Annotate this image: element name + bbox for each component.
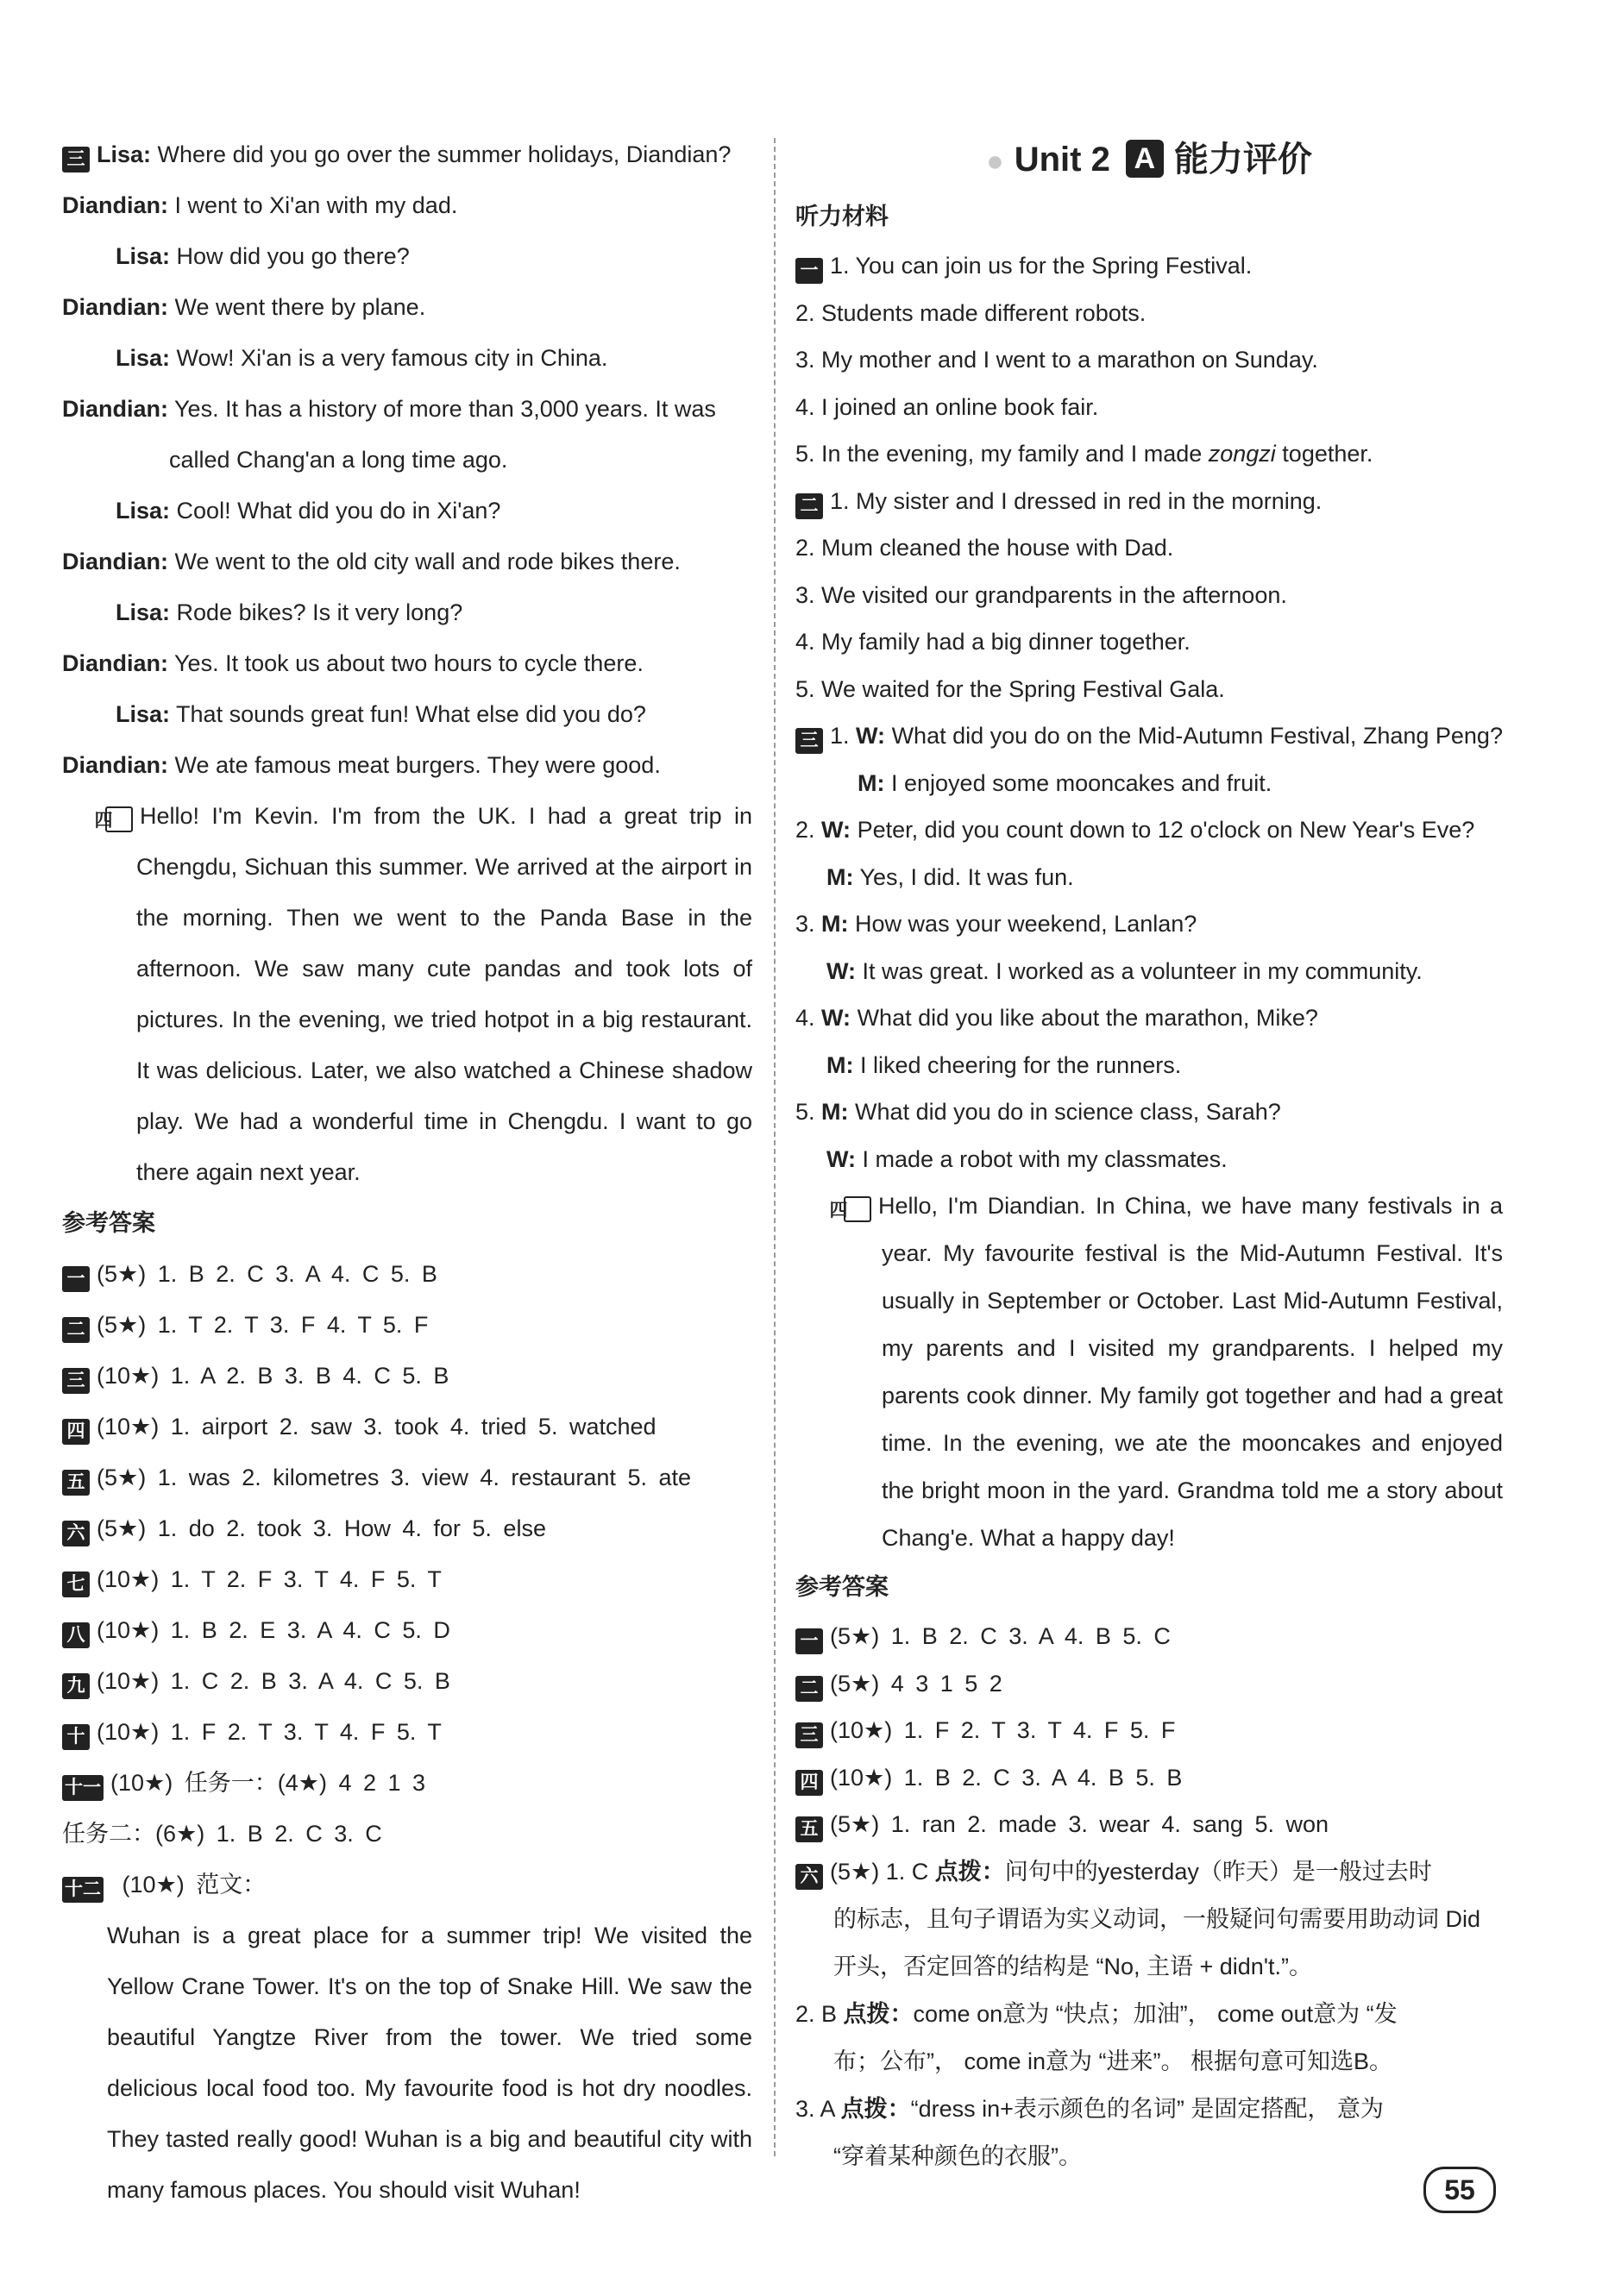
answer-row — [795, 1613, 1503, 1660]
listening-line — [795, 384, 1503, 431]
answer-row — [62, 1503, 752, 1554]
answer-items: 1. B 2. E 3. A 4. C 5. D — [170, 1617, 450, 1643]
listening-text: 4. I joined an online book fair. — [795, 393, 1099, 420]
note-text: 问句中的yesterday（昨天）是一般过去时 — [1004, 1858, 1432, 1885]
dialogue-text: What did you like about the marathon, Mike? — [857, 1005, 1318, 1031]
dialogue-text: Rode bikes? Is it very long? — [176, 599, 463, 625]
listening-text: 2. Mum cleaned the house with Dad. — [795, 535, 1174, 561]
speaker-label: Diandian: — [62, 549, 169, 574]
answer-row — [795, 1660, 1503, 1708]
dialogue-line — [62, 129, 752, 180]
answer-items: 1. airport 2. saw 3. took 4. tried 5. watched — [170, 1414, 657, 1440]
score: (10★) — [110, 1770, 173, 1796]
dialogue-line — [62, 536, 752, 587]
dialogue-text: It was great. I worked as a volunteer in my community. — [862, 957, 1423, 984]
dialogue-line — [62, 384, 752, 435]
speaker-label: Diandian: — [62, 192, 169, 218]
paw-icon: ● — [986, 145, 1004, 178]
dialogue-text: We went to the old city wall and rode bikes there. — [174, 549, 681, 574]
answer-items: 1. C 2. B 3. A 4. C 5. B — [170, 1668, 450, 1694]
score: (10★) — [97, 1414, 160, 1440]
section-marker: 三 — [795, 728, 823, 754]
listening-line — [795, 572, 1503, 619]
listening-text: 4. My family had a big dinner together. — [795, 629, 1191, 655]
speaker-label: M: — [858, 769, 885, 796]
speaker-label: W: — [821, 817, 851, 843]
note-continuation: 布；公布”， come in意为 “进来”。 根据句意可知选B。 — [833, 2048, 1393, 2074]
answer-row — [62, 1656, 752, 1707]
answer-row — [62, 1605, 752, 1656]
answer-items: 1. F 2. T 3. T 4. F 5. F — [903, 1717, 1176, 1743]
dialogue-line — [62, 282, 752, 333]
dialogue-line — [62, 333, 752, 384]
dialogue-line — [62, 231, 752, 282]
speaker-label: Lisa: — [116, 243, 171, 269]
dialogue-text: called Chang'an a long time ago. — [169, 447, 508, 473]
note-label: 点拨： — [934, 1858, 1005, 1885]
item-number: 5. — [795, 1099, 815, 1125]
speaker-label: M: — [826, 863, 854, 890]
speaker-label: Diandian: — [62, 650, 169, 676]
note-first-line — [795, 1848, 1503, 1896]
listening-section-1 — [795, 242, 1503, 478]
section-marker: 二 — [62, 1317, 90, 1343]
dialogue-text: That sounds great fun! What else did you do? — [176, 701, 646, 727]
listening-heading: 听力材料 — [795, 204, 889, 229]
passage-body: Hello, I'm Diandian. In China, we have many festivals in a year. My favourite festival is the Mid-Autumn Festival. It's usually in September or October. Last Mid-Autumn Festival, my parents and I visited my grandparents. I helped my parents cook dinner. My family got together and had a great time. In the evening, we ate the mooncakes and enjoyed the bright moon in the yard. Grandma told me a story about Chang'e. What a happy day! — [878, 1193, 1503, 1551]
passage-kevin — [62, 791, 752, 1198]
note-head: 1. C — [885, 1858, 929, 1885]
note-text: come on意为 “快点；加油”， come out意为 “发 — [913, 2000, 1398, 2027]
section-marker: 九 — [62, 1673, 90, 1699]
section-marker: 一 — [62, 1266, 90, 1292]
unit-header — [795, 129, 1503, 191]
answer-row — [795, 1707, 1503, 1754]
score: (10★) — [97, 1566, 160, 1592]
section-marker: 三 — [62, 147, 90, 173]
score: (10★) — [97, 1668, 160, 1694]
section-marker: 一 — [795, 1628, 823, 1654]
listening-dialogue-line — [795, 806, 1503, 854]
left-column — [62, 129, 752, 2216]
listening-line — [795, 242, 1503, 290]
score: (5★) — [97, 1465, 147, 1490]
speaker-label: M: — [821, 1099, 849, 1125]
unit-subtitle: 能力评价 — [1173, 141, 1312, 179]
score: (10★) — [97, 1363, 160, 1389]
score: (5★) — [97, 1515, 147, 1541]
passage-text — [829, 1183, 1503, 1562]
listening-dialogue-line — [795, 1042, 1503, 1089]
essay-label: 范文： — [196, 1872, 267, 1898]
speaker-label: Lisa: — [97, 141, 152, 167]
score: (5★) — [830, 1858, 880, 1885]
right-column — [795, 129, 1503, 2180]
note-label: 点拨： — [840, 2095, 911, 2122]
answer-row — [62, 1554, 752, 1605]
listening-text: 5. In the evening, my family and I made zongzi together. — [795, 441, 1373, 467]
section-marker: 一 — [795, 258, 823, 284]
listening-line — [795, 290, 1503, 337]
speaker-label: Lisa: — [116, 599, 171, 625]
listening-line — [795, 336, 1503, 384]
score: (10★) — [830, 1764, 893, 1791]
task2-answer: 任务二：(6★) 1. B 2. C 3. C — [62, 1821, 382, 1847]
listening-line — [795, 430, 1503, 478]
listening-section-2 — [795, 478, 1503, 713]
speaker-label: M: — [821, 911, 849, 937]
section-marker: 四 — [844, 1196, 871, 1222]
page-number: 55 — [1423, 2167, 1496, 2213]
dialogue-text: How was your weekend, Lanlan? — [855, 911, 1197, 937]
answer-items: 任务一：(4★) 4 2 1 3 — [184, 1770, 426, 1796]
listening-dialogue-line — [795, 854, 1503, 901]
dialogue-line — [62, 689, 752, 740]
section-marker: 八 — [62, 1622, 90, 1648]
dialogue-line — [62, 587, 752, 638]
listening-section-3 — [795, 712, 1503, 1183]
section-marker: 四 — [62, 1419, 90, 1445]
score: (5★) — [830, 1811, 880, 1837]
listening-text: 5. We waited for the Spring Festival Gala. — [795, 675, 1225, 702]
section-marker: 三 — [795, 1722, 823, 1748]
section-marker: 七 — [62, 1571, 90, 1597]
section-marker: 四 — [105, 806, 133, 832]
answer-row — [62, 1758, 752, 1809]
answers-list-left — [62, 1249, 752, 1809]
section-marker: 二 — [795, 1676, 823, 1702]
dialogue-line — [62, 638, 752, 689]
listening-dialogue-line — [795, 712, 1503, 760]
speaker-label: W: — [856, 723, 886, 749]
answer-items: 4 3 1 5 2 — [890, 1670, 1002, 1697]
unit-title: Unit 2 — [1014, 141, 1110, 179]
section-marker: 十 — [62, 1724, 90, 1750]
listening-line — [795, 666, 1503, 713]
answer-items: 1. T 2. F 3. T 4. F 5. T — [170, 1566, 442, 1592]
note-head: 2. B — [795, 2000, 838, 2027]
listening-text: 2. Students made different robots. — [795, 299, 1147, 326]
dialogue-text: How did you go there? — [176, 243, 410, 269]
item-number: 3. — [795, 911, 815, 937]
answer-note — [795, 1991, 1503, 2086]
dialogue-text: Where did you go over the summer holidays, Diandian? — [157, 141, 732, 167]
answer-items: 1. was 2. kilometres 3. view 4. restaurant 5. ate — [157, 1465, 691, 1490]
answer-items: 1. B 2. C 3. A 4. C 5. B — [157, 1261, 437, 1287]
answer-row — [62, 1707, 752, 1758]
score: (10★) — [97, 1719, 160, 1745]
listening-line — [795, 618, 1503, 666]
dialogue-text: We went there by plane. — [174, 294, 426, 320]
answer-row — [62, 1249, 752, 1300]
item-number: 2. — [795, 817, 815, 843]
answer-row — [62, 1402, 752, 1452]
score: (5★) — [97, 1312, 147, 1338]
score: (5★) — [830, 1623, 880, 1649]
dialogue-text: We ate famous meat burgers. They were good. — [174, 752, 661, 778]
column-divider — [774, 138, 776, 2156]
dialogue-text: Yes. It has a history of more than 3,000 years. It was — [174, 396, 716, 422]
speaker-label: W: — [826, 1145, 856, 1172]
note-text: “dress in+表示颜色的名词” 是固定搭配， 意为 — [910, 2095, 1384, 2122]
answer-notes — [795, 1848, 1503, 2180]
item-number: 1. — [830, 723, 850, 749]
answer-items: 1. ran 2. made 3. wear 4. sang 5. won — [890, 1811, 1329, 1837]
section-marker: 二 — [795, 493, 823, 519]
dialogue-text: Wow! Xi'an is a very famous city in China. — [176, 345, 608, 371]
dialogue-text: Yes. It took us about two hours to cycle there. — [174, 650, 644, 676]
essay-score: (10★) — [122, 1872, 185, 1898]
dialogue-text: What did you do on the Mid-Autumn Festival, Zhang Peng? — [891, 723, 1503, 749]
item-number: 4. — [795, 1005, 815, 1031]
listening-line — [795, 524, 1503, 572]
answer-items: 1. B 2. C 3. A 4. B 5. C — [890, 1623, 1171, 1649]
passage-body: Hello! I'm Kevin. I'm from the UK. I had a great trip in Chengdu, Sichuan this summer. We arrived at the airport in the morning. Then we went to the Panda Base in the afternoon. We saw many cute pandas and took lots of pictures. In the evening, we tried hotpot in a big restaurant. It was delicious. Later, we also watched a Chinese shadow play. We had a wonderful time in Chengdu. I want to go there again next year. — [136, 803, 752, 1185]
answer-row — [62, 1452, 752, 1503]
answer-row — [62, 1351, 752, 1402]
listening-dialogue-line — [795, 1088, 1503, 1136]
passage-diandian — [795, 1183, 1503, 1562]
listening-dialogue-line — [795, 1136, 1503, 1183]
answers-heading-left: 参考答案 — [62, 1210, 155, 1236]
speaker-label: Diandian: — [62, 294, 169, 320]
essay-header — [62, 1860, 752, 1910]
dialogue-section — [62, 129, 752, 791]
score: (5★) — [97, 1261, 147, 1287]
answer-items: 1. B 2. C 3. A 4. B 5. B — [903, 1764, 1183, 1791]
listening-dialogue-line — [795, 948, 1503, 995]
speaker-label: W: — [821, 1005, 851, 1031]
speaker-label: M: — [826, 1051, 854, 1078]
note-label: 点拨： — [843, 2000, 914, 2027]
speaker-label: W: — [826, 957, 856, 984]
dialogue-text: I liked cheering for the runners. — [860, 1051, 1182, 1078]
speaker-label: Diandian: — [62, 752, 169, 778]
answer-row — [795, 1801, 1503, 1848]
listening-line — [795, 478, 1503, 525]
speaker-label: Lisa: — [116, 498, 171, 524]
listening-dialogue-line — [795, 994, 1503, 1042]
section-marker: 四 — [795, 1770, 823, 1796]
dialogue-text: Cool! What did you do in Xi'an? — [176, 498, 501, 524]
dialogue-line — [62, 180, 752, 231]
section-marker: 三 — [62, 1368, 90, 1394]
answer-note — [795, 1848, 1503, 1991]
dialogue-line — [62, 740, 752, 791]
answer-row — [795, 1754, 1503, 1802]
answer-items: 1. A 2. B 3. B 4. C 5. B — [170, 1363, 449, 1389]
score: (5★) — [830, 1670, 880, 1697]
answer-items: 1. do 2. took 3. How 4. for 5. else — [157, 1515, 546, 1541]
answers-heading-right: 参考答案 — [795, 1574, 889, 1600]
dialogue-text: I made a robot with my classmates. — [862, 1145, 1228, 1172]
listening-text: 3. We visited our grandparents in the afternoon. — [795, 581, 1287, 608]
section-marker: 五 — [795, 1816, 823, 1842]
level-badge: A — [1126, 140, 1164, 178]
answer-items: 1. T 2. T 3. F 4. T 5. F — [157, 1312, 429, 1338]
note-head: 3. A — [795, 2095, 835, 2122]
listening-dialogue-line — [795, 900, 1503, 948]
note-first-line — [795, 2086, 1503, 2133]
answer-items: 1. F 2. T 3. T 4. F 5. T — [170, 1719, 442, 1745]
dialogue-text: Peter, did you count down to 12 o'clock on New Year's Eve? — [857, 817, 1475, 843]
listening-text: 1. You can join us for the Spring Festival. — [830, 253, 1253, 279]
answer-note — [795, 2086, 1503, 2180]
listening-text: 1. My sister and I dressed in red in the morning. — [830, 487, 1323, 514]
dialogue-text: What did you do in science class, Sarah? — [855, 1099, 1281, 1125]
answers-list-right — [795, 1613, 1503, 1848]
listening-text: 3. My mother and I went to a marathon on Sunday. — [795, 347, 1318, 373]
dialogue-line — [62, 486, 752, 536]
dialogue-text: Yes, I did. It was fun. — [859, 863, 1074, 890]
passage-text — [93, 791, 752, 1198]
speaker-label: Lisa: — [116, 701, 171, 727]
speaker-label: Lisa: — [116, 345, 171, 371]
note-first-line — [795, 1991, 1503, 2038]
score: (10★) — [830, 1717, 893, 1743]
answer-row — [62, 1300, 752, 1351]
section-marker: 六 — [795, 1864, 823, 1890]
note-continuation: 的标志，且句子谓语为实义动词，一般疑问句需要用助动词 Did开头，否定回答的结构是 “No, 主语 + didn't.”。 — [833, 1905, 1481, 1979]
dialogue-text: I went to Xi'an with my dad. — [174, 192, 458, 218]
essay-text: Wuhan is a great place for a summer trip! We visited the Yellow Crane Tower. It's on the top of Snake Hill. We saw the beautiful Yangtze River from the tower. We tried some delicious local food too. My favourite food is hot dry noodles. They tasted really good! Wuhan is a big and beautiful city with many famous places. You should visit Wuhan! — [107, 1923, 752, 2203]
section-marker: 十二 — [62, 1877, 104, 1903]
section-marker: 六 — [62, 1521, 90, 1546]
sample-essay — [62, 1910, 752, 2216]
score: (10★) — [97, 1617, 160, 1643]
section-marker: 五 — [62, 1470, 90, 1496]
note-continuation: “穿着某种颜色的衣服”。 — [833, 2142, 1082, 2169]
dialogue-text: I enjoyed some mooncakes and fruit. — [891, 769, 1272, 796]
dialogue-line — [62, 435, 752, 486]
section-marker: 十一 — [62, 1775, 104, 1801]
speaker-label: Diandian: — [62, 396, 169, 422]
listening-dialogue-line — [795, 760, 1503, 807]
